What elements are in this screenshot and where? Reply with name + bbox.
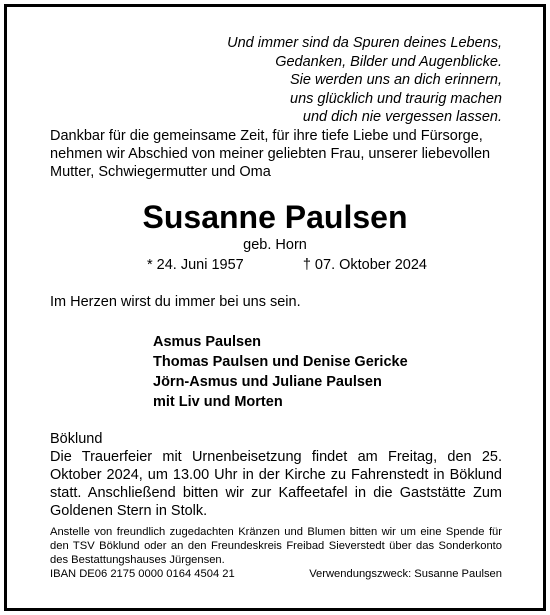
deceased-name: Susanne Paulsen xyxy=(142,199,408,235)
family-member: mit Liv und Morten xyxy=(153,394,283,410)
family-member: Thomas Paulsen und Denise Gericke xyxy=(153,354,408,370)
heart-line: Im Herzen wirst du immer bei uns sein. xyxy=(50,294,301,310)
ceremony-text: Die Trauerfeier mit Urnenbeisetzung findet am Freitag, den 25. Oktober 2024, um 13.00 Uhr in der Kirche zu Fahrenstedt in Böklund statt. Anschließend bitten wir zur Kaffeetafel in die Gaststätte Zum Goldenen Stern in Stolk. xyxy=(50,449,502,519)
intro-line: nehmen wir Abschied von meiner geliebten Frau, unserer liebevollen xyxy=(50,146,491,162)
reference-text: Verwendungszweck: Susanne Paulsen xyxy=(309,568,502,580)
intro-line: Dankbar für die gemeinsame Zeit, für ihre tiefe Liebe und Fürsorge, xyxy=(50,128,483,144)
birth-date: * 24. Juni 1957 xyxy=(147,257,244,273)
intro-text xyxy=(50,127,520,181)
family-member: Jörn-Asmus und Juliane Paulsen xyxy=(153,374,382,390)
death-date: † 07. Oktober 2024 xyxy=(302,257,427,273)
obituary-frame xyxy=(4,4,546,611)
poem-line: Sie werden uns an dich erinnern, xyxy=(290,72,502,88)
poem-line: Und immer sind da Spuren deines Lebens, xyxy=(227,35,502,51)
family-list xyxy=(153,332,408,412)
poem-line: uns glücklich und traurig machen xyxy=(290,90,502,107)
intro-line: Mutter, Schwiegermutter und Oma xyxy=(50,164,271,180)
family-member: Asmus Paulsen xyxy=(153,334,261,350)
iban-text: IBAN DE06 2175 0000 0164 4504 21 xyxy=(50,568,235,580)
donation-text: Anstelle von freundlich zugedachten Kränzen und Blumen bitten wir um eine Spende für den TSV Böklund oder an den Freundeskreis Freibad Sieverstedt über das Sonderkonto des Bestattungshauses Jürgensen. xyxy=(50,526,502,567)
maiden-name: geb. Horn xyxy=(243,237,307,253)
place-name: Böklund xyxy=(50,431,103,447)
poem-line: und dich nie vergessen lassen. xyxy=(302,109,502,125)
poem xyxy=(82,34,502,127)
poem-line: Gedanken, Bilder und Augenblicke. xyxy=(275,53,502,70)
